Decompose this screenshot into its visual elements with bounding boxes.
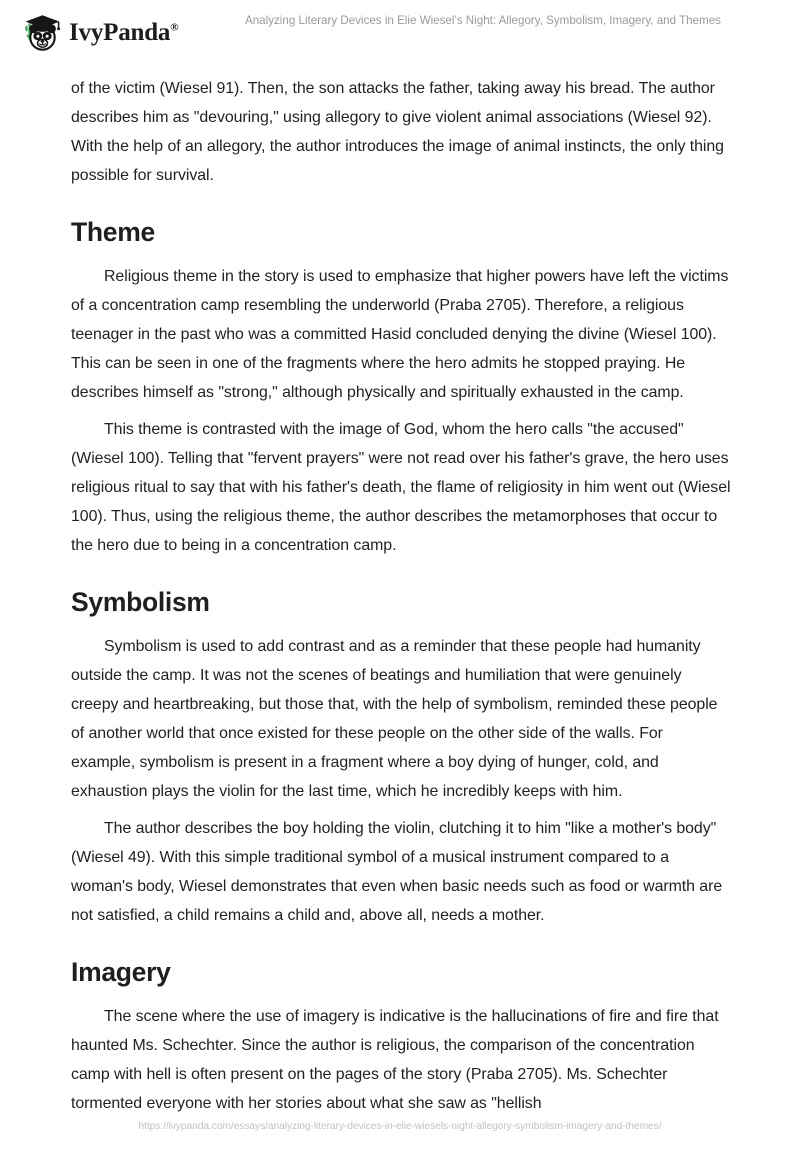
body-paragraph: The author describes the boy holding the violin, clutching it to him "like a mother's body" (Wiesel 49). With this simple traditional symbol of a musical instrument compared to a woman's body, Wiesel demonstrates that even when basic needs such as food or warmth are not satisfied, a child remains a child and, above all, needs a mother. — [71, 820, 723, 924]
brand-name-text — [69, 20, 178, 45]
page-footer — [0, 1114, 800, 1160]
section-heading: Symbolism — [71, 587, 210, 617]
footer-source-url[interactable]: https://ivypanda.com/essays/analyzing-literary-devices-in-elie-wiesels-night-allegory-symbolism-imagery-and-themes/ — [138, 1121, 662, 1132]
document-content — [71, 74, 731, 1126]
brand-name-label: IvyPanda — [69, 18, 171, 46]
body-paragraph: of the victim (Wiesel 91). Then, the son attacks the father, taking away his bread. The author describes him as "devouring," using allegory to give violent animal associations (Wiesel 92). With the help of an allegory, the author introduces the image of animal instincts, the only thing possible for survival. — [71, 80, 724, 184]
body-paragraph: The scene where the use of imagery is indicative is the hallucinations of fire and fire that haunted Ms. Schechter. Since the author is religious, the comparison of the concentration camp with hell is often present on the pages of the story (Praba 2705). Ms. Schechter tormented everyone with her stories about what she saw as "hellish — [71, 1008, 719, 1112]
body-paragraph: Religious theme in the story is used to emphasize that higher powers have left the victims of a concentration camp resembling the underworld (Praba 2705). Therefore, a religious teenager in the past who was a committed Hasid concluded denying the divine (Wiesel 100). This can be seen in one of the fragments where the hero admits he stopped praying. He describes himself as "strong," although physically and spiritually exhausted in the camp. — [71, 268, 729, 401]
page-header — [0, 0, 800, 58]
section-heading: Theme — [71, 217, 155, 247]
section-heading: Imagery — [71, 957, 171, 987]
ivypanda-brand-logo[interactable] — [21, 12, 178, 52]
body-paragraph: This theme is contrasted with the image of God, whom the hero calls "the accused" (Wiesel 100). Telling that "fervent prayers" were not read over his father's grave, the hero uses religious ritual to say that with his father's death, the flame of religiosity in him went out (Wiesel 100). Thus, using the religious theme, the author describes the metamorphoses that occur to the hero due to being in a concentration camp. — [71, 421, 731, 554]
body-paragraph: Symbolism is used to add contrast and as a reminder that these people had humanity outside the camp. It was not the scenes of beatings and humiliation that were genuinely creepy and heartbreaking, but those that, with the help of symbolism, reminded these people of another world that once existed for these people on the other side of the walls. For example, symbolism is present in a fragment where a boy dying of hunger, cold, and exhaustion plays the violin for the last time, which he incredibly keeps with him. — [71, 638, 718, 800]
registered-trademark-mark: ® — [170, 21, 179, 34]
header-document-title: Analyzing Literary Devices in Elie Wiesel’s Night: Allegory, Symbolism, Imagery, and Themes — [245, 14, 721, 27]
panda-graduation-cap-logo-icon — [21, 12, 63, 52]
